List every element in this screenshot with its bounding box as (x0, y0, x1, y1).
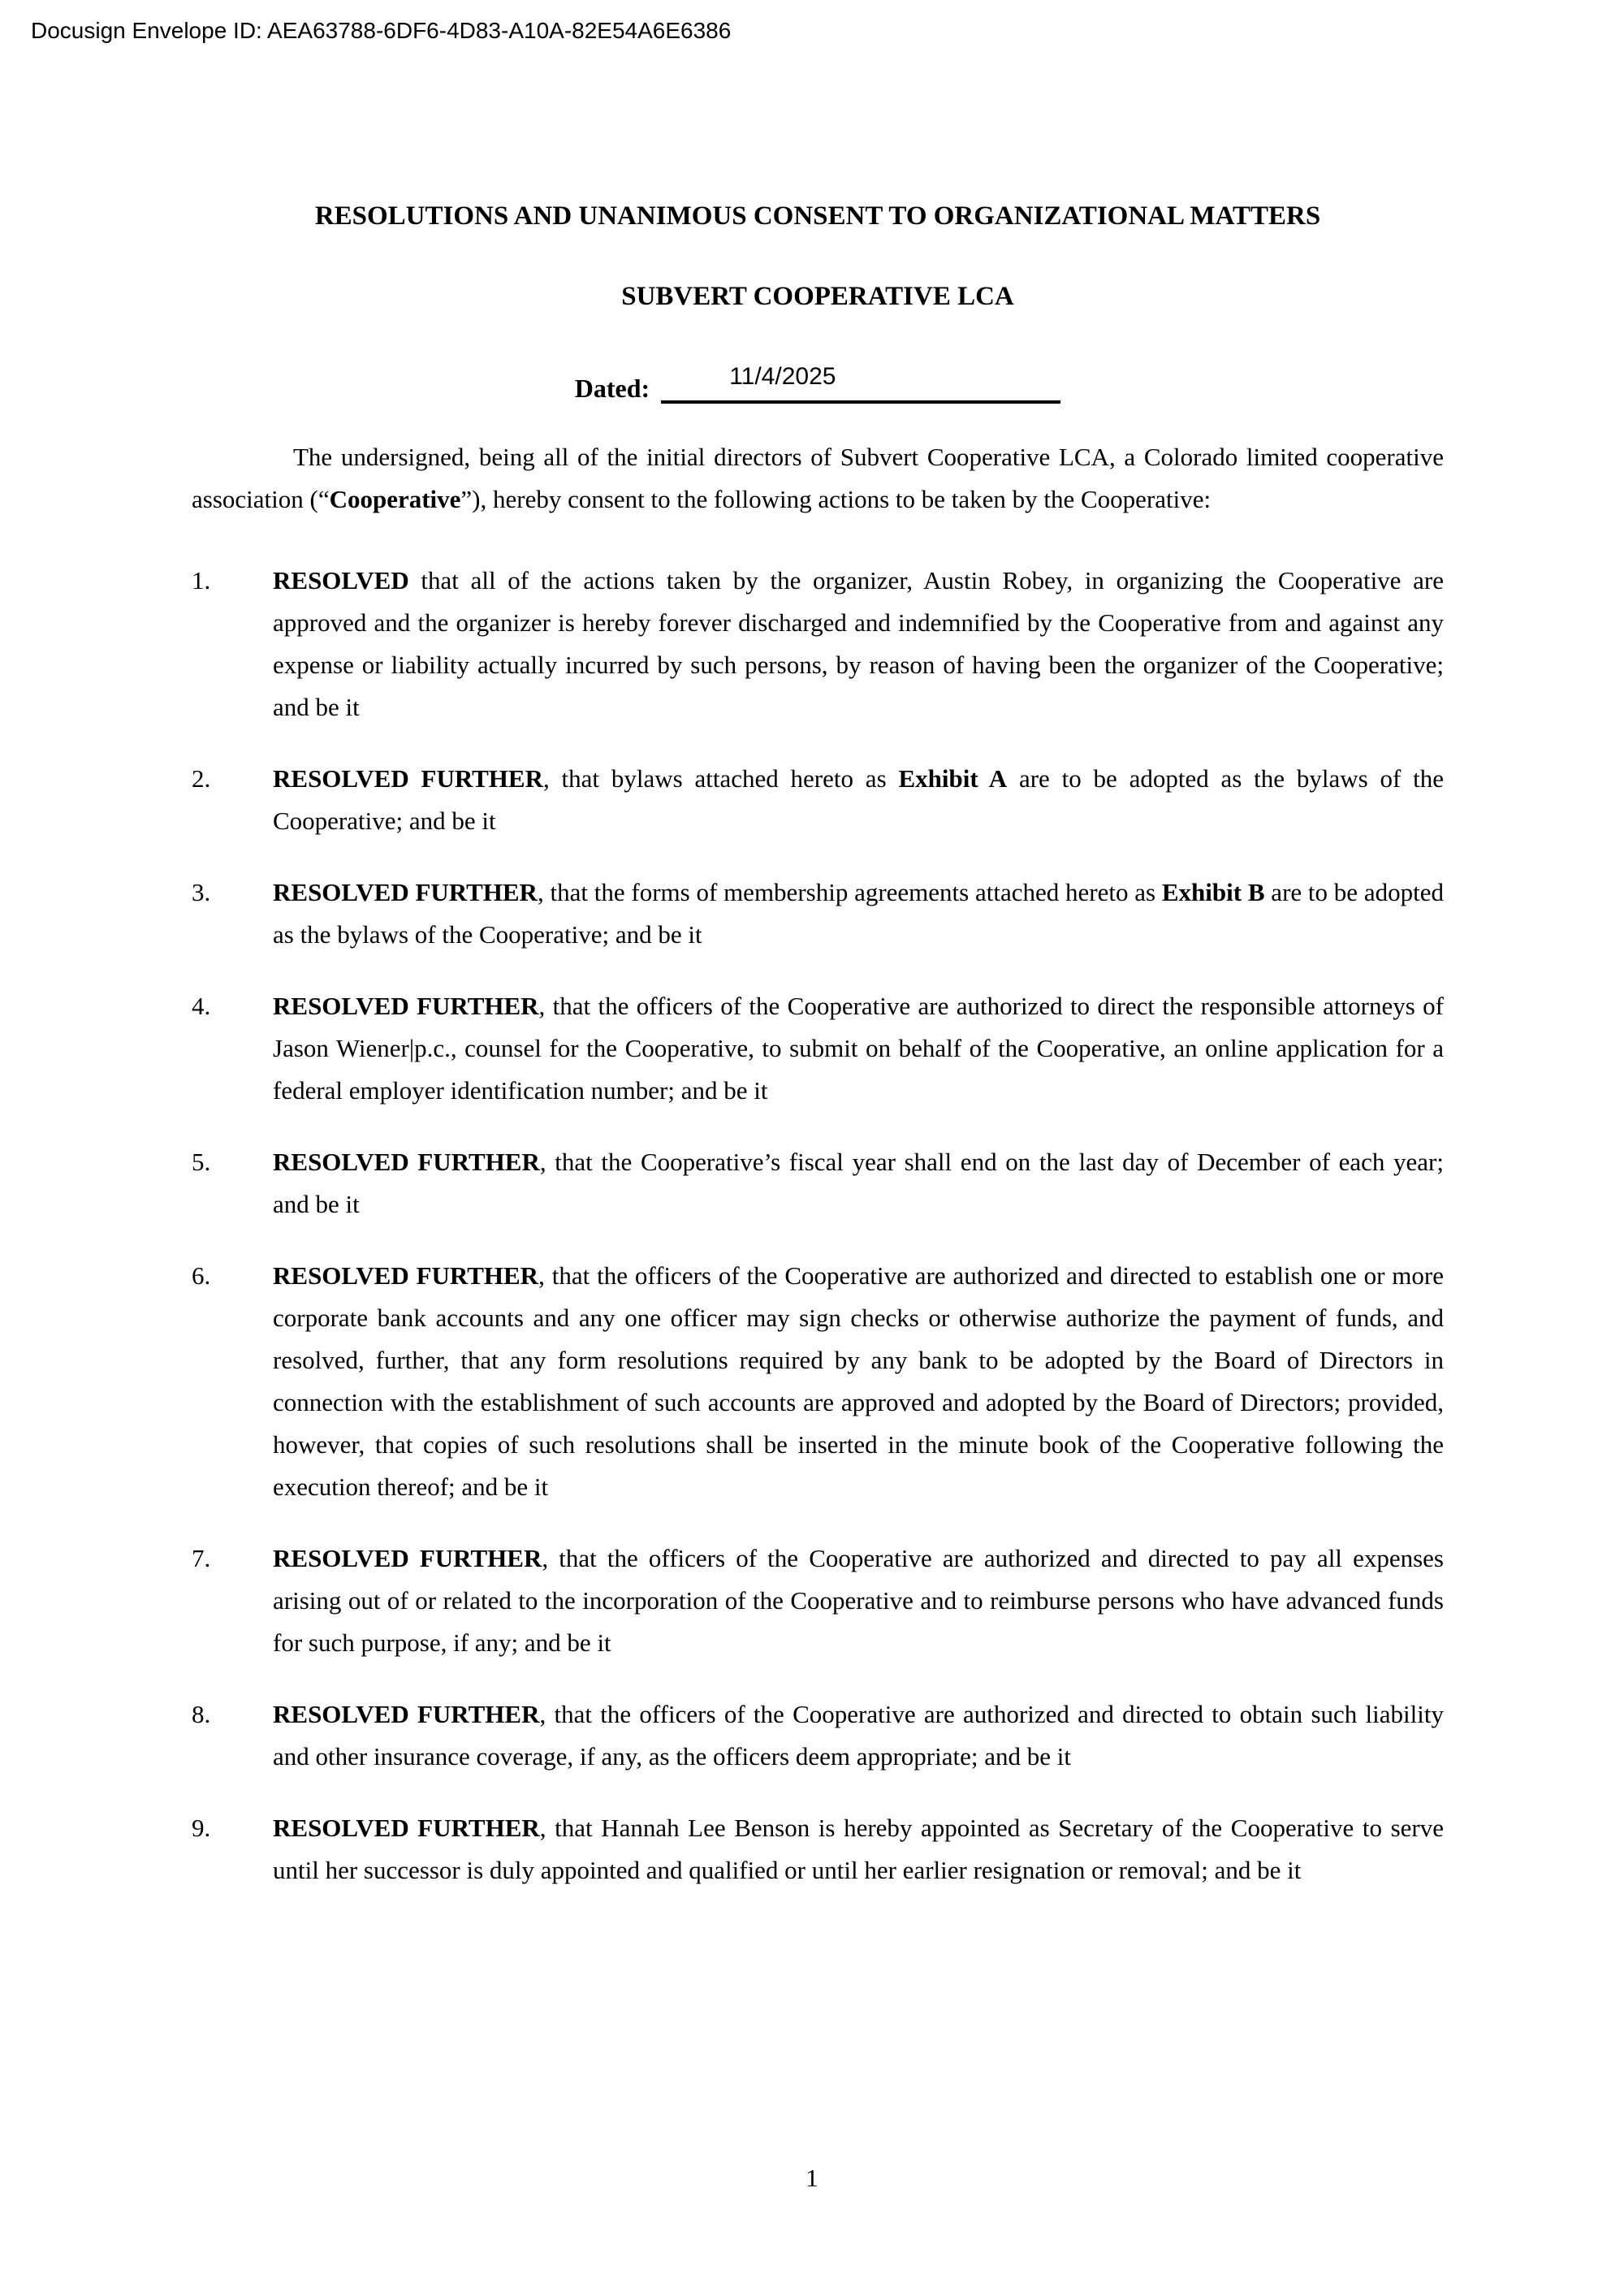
intro-text: ”), hereby consent to the following actions to be taken by the Cooperative: (460, 484, 1212, 513)
resolution-text: are to be adopted as the bylaws of the Cooperative; and be it (273, 877, 1444, 949)
resolution-bold-text: RESOLVED FURTHER (273, 877, 538, 906)
resolution-number: 4. (192, 991, 211, 1020)
resolution-number: 9. (192, 1813, 211, 1842)
resolution-item (192, 758, 1444, 842)
resolution-item (192, 1807, 1444, 1892)
resolution-bold-text: RESOLVED FURTHER (273, 763, 543, 793)
resolution-item (192, 1693, 1444, 1778)
resolution-bold-text: RESOLVED FURTHER (273, 1543, 542, 1572)
dated-row (192, 352, 1444, 404)
resolution-text: , that the officers of the Cooperative are authorized and directed to obtain such liability and other insurance coverage, if any, as the officers deem appropriate; and be it (273, 1699, 1444, 1771)
resolution-item (192, 1141, 1444, 1226)
resolution-text: , that the officers of the Cooperative are authorized and directed to establish one or more corporate bank accounts and any one officer may sign checks or otherwise authorize the payment of funds, and resolved, further, that any form resolutions required by any bank to be adopted by the Board of Directors in connection with the establishment of such accounts are approved and adopted by the Board of Directors; provided, however, that copies of such resolutions shall be inserted in the minute book of the Cooperative following the execution thereof; and be it (273, 1260, 1444, 1501)
resolution-bold-text: RESOLVED FURTHER (273, 1147, 540, 1176)
resolution-text: , that bylaws attached hereto as (542, 763, 899, 793)
resolution-number: 2. (192, 763, 211, 793)
resolution-bold-text: RESOLVED (273, 565, 409, 595)
resolution-item (192, 1255, 1444, 1508)
resolution-text: , that Hannah Lee Benson is hereby appointed as Secretary of the Cooperative to serve until her successor is duly appointed and qualified or until her earlier resignation or removal; and be it (273, 1813, 1444, 1884)
dated-underline (661, 362, 1060, 404)
intro-text: The undersigned, being all of the initial directors of Subvert Cooperative LCA, a Colorado limited cooperative association (“ (192, 442, 1444, 513)
resolution-bold-text: RESOLVED FURTHER (273, 991, 539, 1020)
resolutions-list (192, 560, 1444, 1892)
page-number: 1 (806, 2164, 818, 2192)
resolution-bold-text: RESOLVED FURTHER (273, 1260, 539, 1290)
resolution-number: 1. (192, 565, 211, 595)
resolution-bold-text: Exhibit A (898, 763, 1008, 793)
resolution-number: 6. (192, 1260, 211, 1290)
resolution-item (192, 985, 1444, 1112)
resolution-bold-text: RESOLVED FURTHER (273, 1699, 540, 1728)
company-name: SUBVERT COOPERATIVE LCA (621, 282, 1014, 312)
dated-label: Dated: (574, 373, 650, 403)
intro-bold-text: Cooperative (329, 484, 461, 513)
resolution-number: 5. (192, 1147, 211, 1176)
docusign-envelope-id: Docusign Envelope ID: AEA63788-6DF6-4D83-A10A-82E54A6E6386 (31, 18, 732, 43)
intro-paragraph (192, 436, 1444, 521)
dated-value: 11/4/2025 (729, 362, 836, 390)
resolution-text: , that the forms of membership agreements attached hereto as (537, 877, 1162, 906)
resolution-bold-text: Exhibit B (1161, 877, 1265, 906)
resolution-item (192, 1537, 1444, 1664)
resolution-text: , that the officers of the Cooperative are authorized to direct the responsible attorneys of Jason Wiener|p.c., counsel for the Cooperative, to submit on behalf of the Cooperative, an online application for a federal employer identification number; and be it (273, 991, 1444, 1105)
resolution-item (192, 560, 1444, 729)
resolution-text: , that the Cooperative’s fiscal year shall end on the last day of December of each year; and be it (273, 1147, 1444, 1218)
resolution-number: 8. (192, 1699, 211, 1728)
resolution-bold-text: RESOLVED FURTHER (273, 1813, 540, 1842)
document-title: RESOLUTIONS AND UNANIMOUS CONSENT TO ORGANIZATIONAL MATTERS (314, 201, 1321, 231)
resolution-text: that all of the actions taken by the organizer, Austin Robey, in organizing the Cooperative are approved and the organizer is hereby forever discharged and indemnified by the Cooperative from and against any expense or liability actually incurred by such persons, by reason of having been the organizer of the Cooperative; and be it (273, 565, 1444, 721)
resolution-item (192, 871, 1444, 956)
resolution-text: , that the officers of the Cooperative are authorized and directed to pay all expenses arising out of or related to the incorporation of the Cooperative and to reimburse persons who have advanced funds for such purpose, if any; and be it (273, 1543, 1444, 1657)
resolution-number: 7. (192, 1543, 211, 1572)
resolution-text: are to be adopted as the bylaws of the Cooperative; and be it (273, 763, 1444, 835)
resolution-number: 3. (192, 877, 211, 906)
